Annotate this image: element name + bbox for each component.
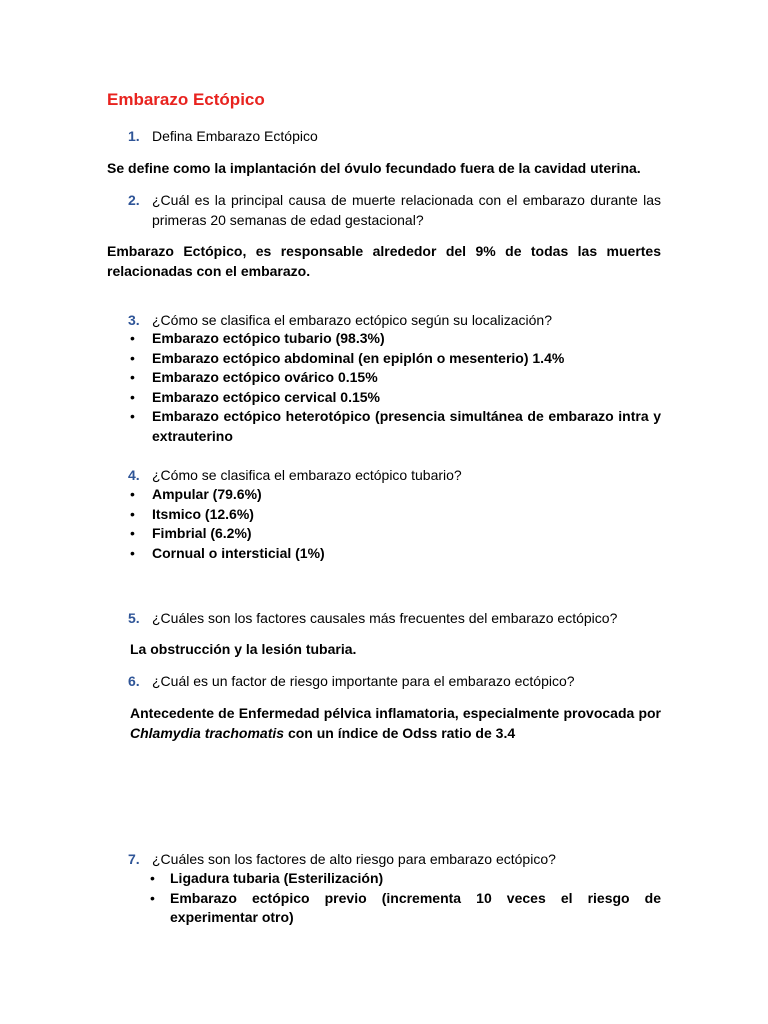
- list-item: • Ligadura tubaria (Esterilización): [148, 869, 661, 889]
- answer-4-list: [128, 485, 661, 563]
- question-number: 5.: [128, 610, 140, 626]
- question-number: 4.: [128, 467, 140, 483]
- question-number: 7.: [128, 851, 140, 867]
- question-text: Defina Embarazo Ectópico: [152, 128, 318, 144]
- question-text: ¿Cómo se clasifica el embarazo ectópico según su localización?: [152, 312, 552, 328]
- answer-text: Antecedente de Enfermedad pélvica inflamatoria, especialmente provocada por: [130, 705, 661, 721]
- answer-2: Embarazo Ectópico, es responsable alrededor del 9% de todas las muertes relacionadas con el embarazo.: [107, 243, 661, 279]
- list-item: • Ampular (79.6%): [128, 485, 661, 505]
- answer-6: [130, 703, 661, 743]
- question-5: [128, 608, 661, 628]
- question-number: 6.: [128, 673, 140, 689]
- document-title: Embarazo Ectópico: [107, 90, 265, 109]
- answer-7-list: [148, 869, 661, 928]
- question-text: ¿Cuáles son los factores de alto riesgo para embarazo ectópico?: [152, 851, 556, 867]
- answer-3-list: [128, 329, 661, 446]
- question-2: [128, 190, 661, 230]
- list-item: • Cornual o intersticial (1%): [128, 544, 661, 564]
- list-item: • Embarazo ectópico abdominal (en epiplón o mesenterio) 1.4%: [128, 349, 661, 369]
- question-1: [128, 126, 661, 146]
- list-item: • Itsmico (12.6%): [128, 505, 661, 525]
- answer-1: Se define como la implantación del óvulo fecundado fuera de la cavidad uterina.: [107, 160, 641, 176]
- list-item: • Embarazo ectópico previo (incrementa 10 veces el riesgo de experimentar otro): [148, 889, 661, 928]
- list-item: • Embarazo ectópico cervical 0.15%: [128, 388, 661, 408]
- list-item: • Embarazo ectópico heterotópico (presencia simultánea de embarazo intra y extrauterino: [128, 407, 661, 446]
- question-text: ¿Cuál es la principal causa de muerte relacionada con el embarazo durante las primeras 20 semanas de edad gestacional?: [152, 192, 661, 228]
- list-item: • Fimbrial (6.2%): [128, 524, 661, 544]
- question-3: [128, 310, 661, 330]
- question-number: 1.: [128, 128, 140, 144]
- question-6: [128, 671, 661, 691]
- question-4: [128, 465, 661, 485]
- answer-5: La obstrucción y la lesión tubaria.: [130, 641, 357, 657]
- answer-text: con un índice de Odss ratio de 3.4: [284, 725, 516, 741]
- question-number: 3.: [128, 312, 140, 328]
- species-name: Chlamydia trachomatis: [130, 725, 285, 741]
- list-item: • Embarazo ectópico ovárico 0.15%: [128, 368, 661, 388]
- question-text: ¿Cómo se clasifica el embarazo ectópico tubario?: [152, 467, 462, 483]
- question-text: ¿Cuál es un factor de riesgo importante para el embarazo ectópico?: [152, 673, 575, 689]
- question-text: ¿Cuáles son los factores causales más frecuentes del embarazo ectópico?: [152, 610, 618, 626]
- question-7: [128, 849, 661, 869]
- list-item: • Embarazo ectópico tubario (98.3%): [128, 329, 661, 349]
- question-number: 2.: [128, 192, 140, 208]
